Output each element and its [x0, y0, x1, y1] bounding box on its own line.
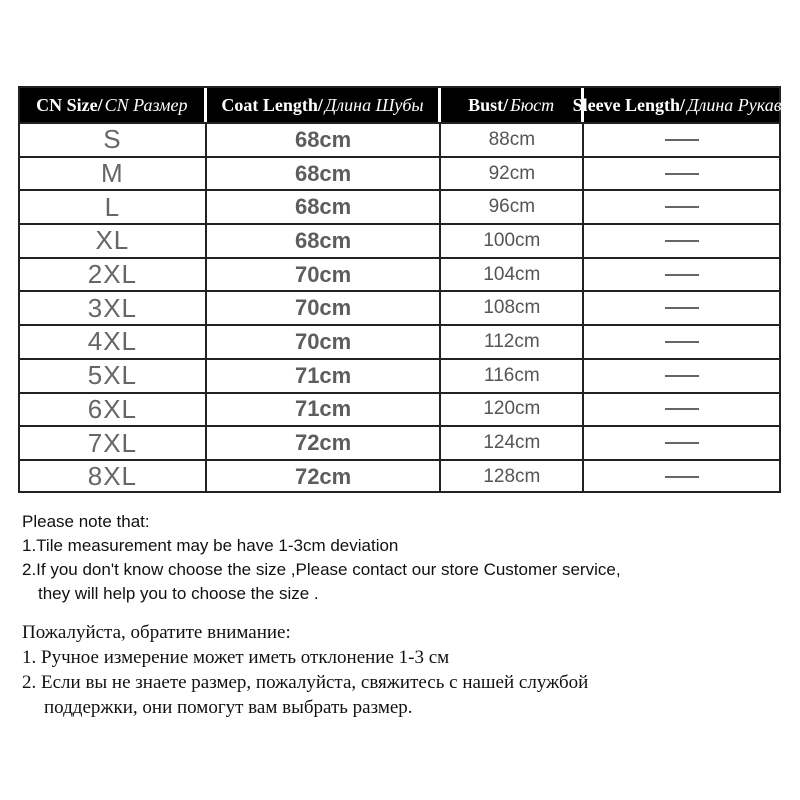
table-row	[20, 156, 779, 190]
header-coat-length	[207, 88, 442, 122]
notes-en-title: Please note that:	[22, 512, 150, 531]
header-size-ru: CN Размер	[104, 94, 188, 115]
bust-cell: 88cm	[441, 124, 584, 156]
table-row	[20, 189, 779, 223]
table-row	[20, 392, 779, 426]
bust-cell: 112cm	[441, 326, 584, 358]
dash-mark	[665, 375, 699, 377]
dash-mark	[665, 139, 699, 141]
notes-ru-title: Пожалуйста, обратите внимание:	[22, 622, 291, 643]
header-sleeve-length-en: Sleeve Length/	[572, 94, 686, 115]
size-cell: S	[20, 124, 207, 156]
bust-cell: 100cm	[441, 225, 584, 257]
size-chart-table	[18, 86, 791, 493]
sleeve-length-cell	[584, 461, 779, 493]
header-coat-length-ru: Длина Шубы	[324, 94, 424, 115]
english-notes	[22, 510, 782, 606]
header-coat-length-en: Coat Length/	[221, 94, 323, 115]
header-sleeve-length	[572, 88, 791, 122]
bust-cell: 108cm	[441, 292, 584, 324]
coat-length-cell: 71cm	[207, 360, 442, 392]
bust-cell: 96cm	[441, 191, 584, 223]
notes-ru-line2: 2. Если вы не знаете размер, пожалуйста, свяжитесь с нашей службой	[22, 672, 589, 693]
bust-cell: 116cm	[441, 360, 584, 392]
size-cell: 7XL	[20, 427, 207, 459]
table-row	[20, 257, 779, 291]
coat-length-cell: 68cm	[207, 225, 442, 257]
dash-mark	[665, 307, 699, 309]
coat-length-cell: 72cm	[207, 461, 442, 493]
table-row	[20, 459, 779, 493]
table-row	[20, 223, 779, 257]
sleeve-length-cell	[584, 225, 779, 257]
notes-ru-line1: 1. Ручное измерение может иметь отклонение 1-3 см	[22, 647, 450, 668]
coat-length-cell: 70cm	[207, 326, 442, 358]
dash-mark	[665, 408, 699, 410]
table-row	[20, 425, 779, 459]
bust-cell: 120cm	[441, 394, 584, 426]
coat-length-cell: 68cm	[207, 158, 442, 190]
size-cell: XL	[20, 225, 207, 257]
size-cell: 6XL	[20, 394, 207, 426]
coat-length-cell: 70cm	[207, 259, 442, 291]
sleeve-length-cell	[584, 259, 779, 291]
header-bust-en: Bust/	[468, 94, 509, 115]
sleeve-length-cell	[584, 326, 779, 358]
coat-length-cell: 72cm	[207, 427, 442, 459]
size-cell: 3XL	[20, 292, 207, 324]
header-size-en: CN Size/	[36, 94, 103, 115]
dash-mark	[665, 274, 699, 276]
notes-en-line1: 1.Tile measurement may be have 1-3cm deviation	[22, 536, 399, 555]
size-cell: L	[20, 191, 207, 223]
bust-cell: 124cm	[441, 427, 584, 459]
bust-cell: 128cm	[441, 461, 584, 493]
sleeve-length-cell	[584, 292, 779, 324]
sleeve-length-cell	[584, 360, 779, 392]
size-cell: 8XL	[20, 461, 207, 493]
table-body	[20, 122, 779, 493]
table-row	[20, 324, 779, 358]
dash-mark	[665, 476, 699, 478]
notes-en-line2-continued: they will help you to choose the size .	[38, 584, 319, 603]
coat-length-cell: 68cm	[207, 124, 442, 156]
sleeve-length-cell	[584, 394, 779, 426]
size-cell: 5XL	[20, 360, 207, 392]
dash-mark	[665, 341, 699, 343]
bust-cell: 104cm	[441, 259, 584, 291]
size-cell: M	[20, 158, 207, 190]
size-cell: 4XL	[20, 326, 207, 358]
header-size	[20, 88, 207, 122]
header-sleeve-length-ru: Длина Рукава	[687, 94, 791, 115]
bust-cell: 92cm	[441, 158, 584, 190]
table-header	[20, 88, 791, 122]
size-cell: 2XL	[20, 259, 207, 291]
header-bust	[441, 88, 584, 122]
coat-length-cell: 71cm	[207, 394, 442, 426]
table-row	[20, 290, 779, 324]
table-row	[20, 358, 779, 392]
dash-mark	[665, 173, 699, 175]
notes-en-line2: 2.If you don't know choose the size ,Please contact our store Customer service,	[22, 560, 621, 579]
table-row	[20, 122, 779, 156]
sleeve-length-cell	[584, 427, 779, 459]
dash-mark	[665, 240, 699, 242]
coat-length-cell: 70cm	[207, 292, 442, 324]
coat-length-cell: 68cm	[207, 191, 442, 223]
dash-mark	[665, 206, 699, 208]
dash-mark	[665, 442, 699, 444]
sleeve-length-cell	[584, 124, 779, 156]
russian-notes	[22, 620, 782, 720]
sleeve-length-cell	[584, 158, 779, 190]
notes-ru-line2-continued: поддержки, они помогут вам выбрать размер.	[44, 697, 413, 718]
sleeve-length-cell	[584, 191, 779, 223]
header-bust-ru: Бюст	[510, 94, 555, 115]
